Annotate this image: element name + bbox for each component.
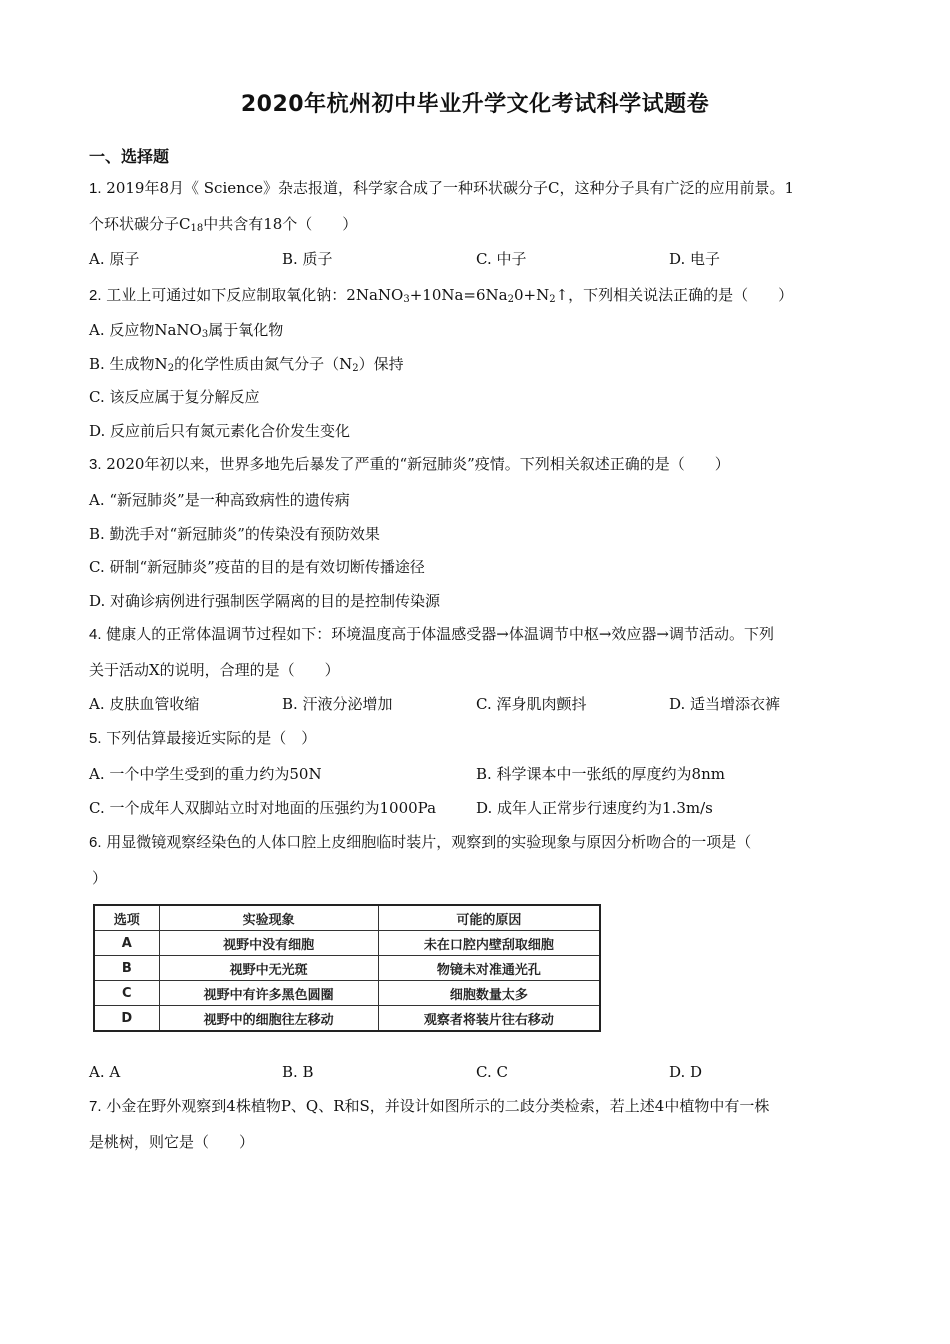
option-c[interactable]: C. 研制“新冠肺炎”疫苗的目的是有效切断传播途径: [89, 558, 425, 576]
option-text: 属于氧化物: [208, 321, 284, 339]
question-text: 个环状碳分子C: [89, 215, 191, 233]
option-d[interactable]: D. 成年人正常步行速度约为1.3m/s: [476, 799, 713, 817]
question-text: 中共含有18个（ ）: [203, 215, 358, 233]
question-number: 6.: [89, 834, 102, 851]
subscript: 3: [201, 329, 209, 340]
question-number: 3.: [89, 456, 102, 473]
question-text: 用显微镜观察经染色的人体口腔上皮细胞临时装片，观察到的实验现象与原因分析吻合的一项是（: [101, 833, 752, 851]
question-text: +10Na=6Na: [409, 286, 508, 304]
table-cell: A: [94, 931, 159, 956]
option-a[interactable]: [89, 320, 283, 340]
subscript: 18: [190, 223, 204, 234]
question-text: 下列估算最接近实际的是（ ）: [101, 729, 317, 747]
option-c[interactable]: C. 浑身肌肉颤抖: [476, 695, 587, 713]
experiment-table: [93, 904, 601, 1032]
question-number: 7.: [89, 1098, 102, 1115]
question-4-line-2: 关于活动X的说明，合理的是（ ）: [89, 661, 340, 679]
table-header: 选项: [94, 905, 159, 931]
table-cell: 视野中有许多黑色圆圈: [159, 981, 378, 1006]
option-text: B. 生成物N: [89, 355, 168, 373]
table-row: [94, 931, 600, 956]
question-text: 工业上可通过如下反应制取氧化钠：2NaNO: [101, 286, 404, 304]
table-header-row: [94, 905, 600, 931]
subscript: 2: [507, 294, 514, 305]
option-b[interactable]: B. 科学课本中一张纸的厚度约为8nm: [476, 765, 725, 783]
question-number: 1.: [89, 180, 102, 197]
option-d[interactable]: D. 适当增添衣裤: [669, 695, 781, 713]
option-d[interactable]: D. D: [669, 1063, 703, 1081]
option-b[interactable]: B. 勤洗手对“新冠肺炎”的传染没有预防效果: [89, 525, 380, 543]
table-cell: 视野中无光斑: [159, 956, 378, 981]
question-1-line-2: [89, 214, 357, 234]
table-cell: 未在口腔内壁刮取细胞: [378, 931, 600, 956]
question-2-stem: [89, 285, 793, 306]
option-b[interactable]: [89, 354, 404, 374]
question-6-line-1: [89, 832, 751, 853]
question-text: 健康人的正常体温调节过程如下：环境温度高于体温感受器→体温调节中枢→效应器→调节活动。下列: [101, 625, 774, 643]
table-cell: B: [94, 956, 159, 981]
table-cell: C: [94, 981, 159, 1006]
option-a[interactable]: A. “新冠肺炎”是一种高致病性的遗传病: [89, 491, 350, 509]
question-6-line-2: ）: [92, 869, 108, 887]
option-text: A. 反应物NaNO: [89, 321, 202, 339]
option-d[interactable]: D. 对确诊病例进行强制医学隔离的目的是控制传染源: [89, 592, 441, 610]
question-number: 4.: [89, 626, 102, 643]
option-a[interactable]: A. 皮肤血管收缩: [89, 695, 200, 713]
option-c[interactable]: C. 一个成年人双脚站立时对地面的压强约为1000Pa: [89, 799, 437, 817]
option-c[interactable]: C. 该反应属于复分解反应: [89, 388, 260, 406]
table-cell: 细胞数量太多: [378, 981, 600, 1006]
subscript: 3: [403, 294, 410, 305]
question-text: 2020年初以来，世界多地先后暴发了严重的“新冠肺炎”疫情。下列相关叙述正确的是（ ）: [101, 455, 730, 473]
table-header: 可能的原因: [378, 905, 600, 931]
option-d[interactable]: D. 电子: [669, 250, 721, 268]
option-c[interactable]: C. 中子: [476, 250, 527, 268]
question-7-line-2: 是桃树，则它是（ ）: [89, 1133, 255, 1151]
option-d[interactable]: D. 反应前后只有氮元素化合价发生变化: [89, 422, 351, 440]
subscript: 2: [352, 363, 359, 374]
option-a[interactable]: A. A: [89, 1063, 121, 1081]
table-cell: 观察者将装片往右移动: [378, 1006, 600, 1032]
subscript: 2: [549, 294, 556, 305]
question-1-line-1: [89, 178, 794, 199]
question-3-stem: [89, 454, 730, 475]
question-number: 5.: [89, 730, 102, 747]
option-text: 的化学性质由氮气分子（N: [174, 355, 353, 373]
option-c[interactable]: C. C: [476, 1063, 508, 1081]
table-row: [94, 1006, 600, 1032]
table-cell: 物镜未对准通光孔: [378, 956, 600, 981]
question-7-line-1: [89, 1096, 769, 1117]
question-text: 2019年8月《 Science》杂志报道，科学家合成了一种环状碳分子C，这种分子具有广泛的应用前景。1: [101, 179, 795, 197]
question-4-line-1: [89, 624, 774, 645]
option-a[interactable]: A. 原子: [89, 250, 140, 268]
question-5-stem: [89, 728, 316, 749]
table-cell: 视野中没有细胞: [159, 931, 378, 956]
section-heading: 一、选择题: [89, 147, 170, 166]
question-number: 2.: [89, 287, 102, 304]
table-cell: D: [94, 1006, 159, 1032]
question-text: 小金在野外观察到4株植物P、Q、R和S，并设计如图所示的二歧分类检索，若上述4中植物中有一株: [101, 1097, 770, 1115]
table-row: [94, 956, 600, 981]
table-header: 实验现象: [159, 905, 378, 931]
question-text: ↑，下列相关说法正确的是（ ）: [555, 286, 794, 304]
option-a[interactable]: A. 一个中学生受到的重力约为50N: [89, 765, 322, 783]
option-b[interactable]: B. 质子: [282, 250, 333, 268]
question-text: 0+N: [513, 286, 550, 304]
page-title: 2020年杭州初中毕业升学文化考试科学试题卷: [240, 92, 710, 117]
option-b[interactable]: B. B: [282, 1063, 314, 1081]
option-b[interactable]: B. 汗液分泌增加: [282, 695, 393, 713]
table-cell: 视野中的细胞往左移动: [159, 1006, 378, 1032]
table-row: [94, 981, 600, 1006]
option-text: ）保持: [358, 355, 404, 373]
subscript: 2: [167, 363, 175, 374]
